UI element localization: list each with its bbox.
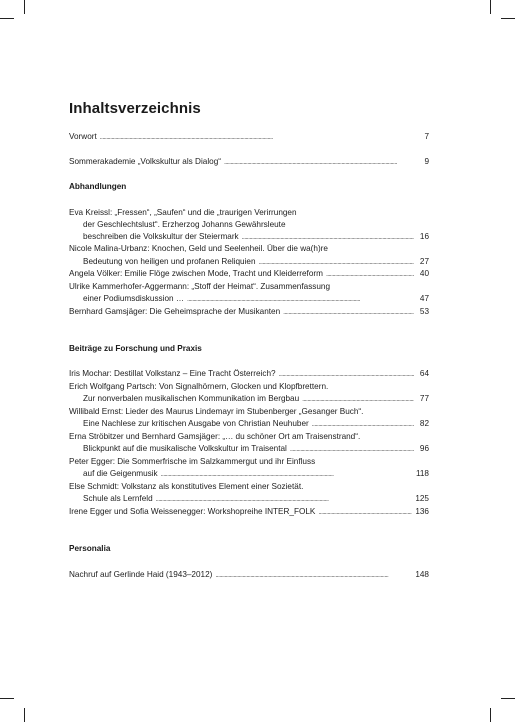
leader-dots	[318, 506, 412, 519]
leader-dots	[187, 293, 414, 306]
toc-entry-schmidt-line1[interactable]: Else Schmidt: Volkstanz als konstitutives Element einer Sozietät.	[69, 482, 304, 491]
crop-mark-bottom-left-v	[24, 708, 25, 722]
page-number: 118	[415, 469, 429, 478]
leader-dots	[224, 156, 414, 169]
page-title: Inhaltsverzeichnis	[69, 100, 201, 117]
crop-mark-top-left-v	[24, 0, 25, 14]
crop-mark-top-left-h	[0, 18, 14, 19]
toc-entry-workshop[interactable]	[69, 506, 429, 518]
leader-dots	[156, 493, 413, 506]
toc-entry-malina-line1[interactable]: Nicole Malina-Urbanz: Knochen, Geld und Seelenheil. Über die wa(h)re	[69, 244, 328, 253]
entry-title: Eine Nachlese zur kritischen Ausgabe von Christian Neuhuber	[83, 419, 309, 428]
page-number: 136	[415, 507, 429, 516]
entry-title: Bernhard Gamsjäger: Die Geheimsprache der Musikanten	[69, 307, 281, 316]
page-number: 53	[419, 307, 429, 316]
page-number: 47	[419, 294, 429, 303]
leader-dots	[279, 368, 414, 381]
entry-title: Sommerakademie „Volkskultur als Dialog“	[69, 157, 221, 166]
entry-title: auf die Geigenmusik	[83, 469, 158, 478]
crop-mark-top-right-v	[490, 0, 491, 14]
crop-mark-bottom-right-h	[501, 698, 515, 699]
toc-entry-stroebitzer-line1[interactable]: Erna Ströbitzer und Bernhard Gamsjäger: „… du schöner Ort am Traisenstrand“.	[69, 432, 361, 441]
toc-entry-partsch-line2[interactable]	[83, 393, 429, 405]
entry-title: Irene Egger und Sofia Weissenegger: Workshopreihe INTER_FOLK	[69, 507, 316, 516]
toc-entry-sommerakademie[interactable]	[69, 156, 429, 168]
toc-entry-vorwort[interactable]	[69, 131, 429, 143]
toc-entry-egger-line1[interactable]: Peter Egger: Die Sommerfrische im Salzkammergut und ihr Einfluss	[69, 457, 316, 466]
page-number: 7	[424, 132, 429, 141]
entry-title: Zur nonverbalen musikalischen Kommunikation im Bergbau	[83, 394, 300, 403]
entry-title: Angela Völker: Emilie Flöge zwischen Mode, Tracht und Kleiderreform	[69, 269, 323, 278]
toc-entry-kammerhofer-line1[interactable]: Ulrike Kammerhofer-Aggermann: „Stoff der Heimat“. Zusammenfassung	[69, 282, 331, 291]
toc-entry-ernst-line2[interactable]	[83, 418, 429, 430]
toc-entry-mochar[interactable]	[69, 368, 429, 380]
page-number: 64	[419, 369, 429, 378]
page-number: 9	[424, 157, 429, 166]
leader-dots	[326, 268, 414, 281]
section-heading-personalia: Personalia	[69, 544, 111, 553]
toc-entry-kreissl-line2[interactable]: der Geschlechtslust“. Erzherzog Johanns Gewährsleute	[83, 220, 286, 229]
page-number: 96	[419, 444, 429, 453]
entry-title: beschreiben die Volkskultur der Steiermark	[83, 232, 239, 241]
leader-dots	[290, 443, 414, 456]
toc-entry-voelker[interactable]	[69, 268, 429, 280]
entry-title: Nachruf auf Gerlinde Haid (1943–2012)	[69, 570, 213, 579]
toc-entry-kreissl-line3[interactable]	[83, 231, 429, 243]
page-number: 77	[419, 394, 429, 403]
toc-entry-kreissl-line1[interactable]: Eva Kreissl: „Fressen“, „Saufen“ und die „traurigen Verirrungen	[69, 208, 297, 217]
leader-dots	[215, 569, 412, 582]
toc-entry-egger-line2[interactable]	[83, 468, 429, 480]
entry-title: Schule als Lernfeld	[83, 494, 153, 503]
page-number: 27	[419, 257, 429, 266]
crop-mark-bottom-left-h	[0, 698, 14, 699]
entry-title: Bedeutung von heiligen und profanen Reliquien	[83, 257, 256, 266]
toc-entry-kammerhofer-line2[interactable]	[83, 293, 429, 305]
leader-dots	[312, 418, 414, 431]
toc-entry-stroebitzer-line2[interactable]	[83, 443, 429, 455]
toc-entry-malina-line2[interactable]	[83, 256, 429, 268]
entry-title: Vorwort	[69, 132, 97, 141]
leader-dots	[283, 306, 414, 319]
entry-title: einer Podiumsdiskussion …	[83, 294, 185, 303]
crop-mark-top-right-h	[501, 18, 515, 19]
toc-entry-schmidt-line2[interactable]	[83, 493, 429, 505]
entry-title: Iris Mochar: Destillat Volkstanz – Eine Tracht Österreich?	[69, 369, 276, 378]
toc-entry-ernst-line1[interactable]: Willibald Ernst: Lieder des Maurus Lindemayr im Stubenberger „Gesanger Buch“.	[69, 407, 364, 416]
entry-title: Blickpunkt auf die musikalische Volkskultur im Traisental	[83, 444, 287, 453]
crop-mark-bottom-right-v	[490, 708, 491, 722]
page-number: 16	[419, 232, 429, 241]
section-heading-forschung: Beiträge zu Forschung und Praxis	[69, 344, 202, 353]
page-number: 148	[415, 570, 429, 579]
leader-dots	[161, 468, 413, 481]
section-heading-abhandlungen: Abhandlungen	[69, 182, 127, 191]
leader-dots	[100, 131, 414, 144]
leader-dots	[302, 393, 414, 406]
toc-entry-gamsjaeger[interactable]	[69, 306, 429, 318]
page-number: 40	[419, 269, 429, 278]
page-number: 125	[415, 494, 429, 503]
toc-entry-partsch-line1[interactable]: Erich Wolfgang Partsch: Von Signalhörnern, Glocken und Klopfbrettern.	[69, 382, 329, 391]
toc-entry-haid[interactable]	[69, 569, 429, 581]
page-number: 82	[419, 419, 429, 428]
